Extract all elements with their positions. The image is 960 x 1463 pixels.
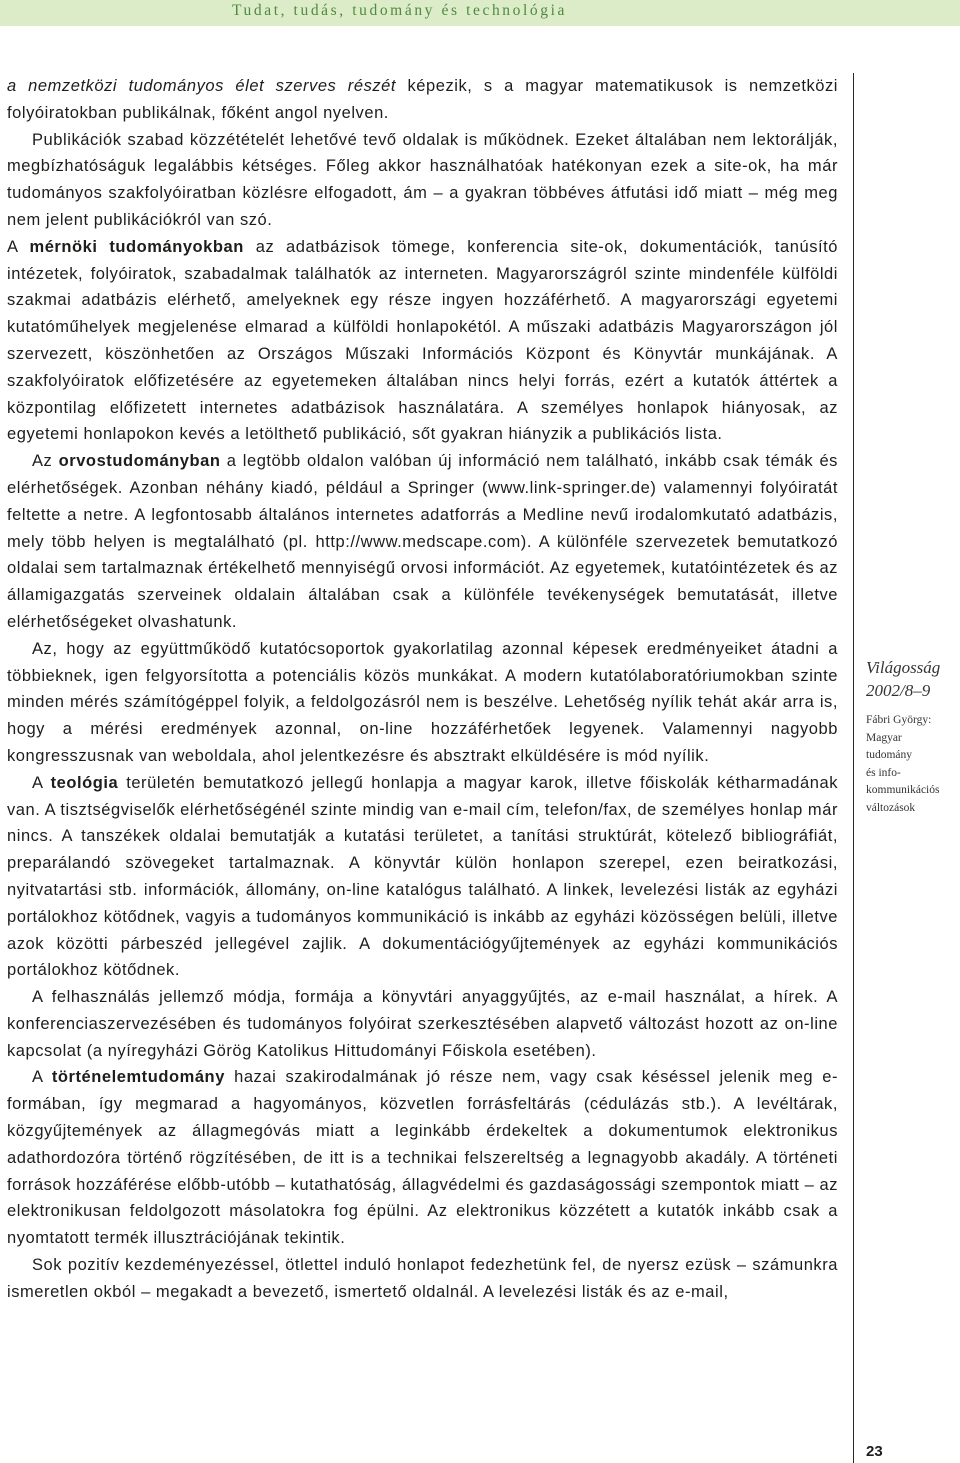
paragraph-6 [7, 770, 838, 984]
sidebar-journal [866, 656, 960, 702]
article-title-line: tudomány [866, 749, 912, 762]
author-name: Fábri György: [866, 714, 932, 726]
paragraph-7: A felhasználás jellemző módja, formája a könyvtári anyaggyűjtés, az e-mail használat, a hírek. A konferenciaszervezésében és tudományos folyóirat szerkesztésében alapvető változást hozott az on-line kapcsolat (a nyíregyházi Görög Katolikus Hittudományi Főiskola esetében). [7, 988, 838, 1060]
paragraph-3 [7, 234, 838, 448]
paragraph-4-text: a legtöbb oldalon valóban új információ nem található, inkább csak témák és elérhetőségek. Azonban néhány kiadó, például a Springer (www.link-springer.de) valamennyi folyóiratát feltette a netre. A legfontosabb általános internetes adatforrás a Medline nevű irodalomkutató adatbázis, mely több helyen is megtalálható (pl. http://www.medscape.com). A különféle szervezetek bemutatkozó oldalai sem tartalmaznak értékelhető mennyiségű orvosi információt. Az egyetemek, kutatóintézetek és az államigazgatás szerveinek oldalain általában csak a különféle tevékenységek bemutatását, illetve elérhetőségeket olvashatunk. [7, 452, 838, 631]
paragraph-3-pre: A [7, 237, 30, 256]
article-title-line: kommunikációs [866, 784, 940, 797]
paragraph-6-text: területén bemutatkozó jellegű honlapja a magyar karok, illetve főiskolák kétharmadának van. A tisztségviselők elérhetőségénél szinte mindig van e-mail cím, telefon/fax, de személyes honlap már nincs. A tanszékek oldalai bemutatják a kutatási területet, a tanítási struktúrát, kötelező bibliográfiát, preparálandó szövegeket tartalmaznak. A könyvtár külön honlapon szerepel, ezen beiratkozási, nyitvatartási stb. információk, állomány, on-line katalógus található. A linkek, levelezési listák az egyházi portálokhoz kötődnek, vagyis a tudományos kommunikáció is inkább az egyházi közösségen belüli, illetve azok közötti párbeszéd jellegével zajlik. A dokumentációgyűjtemények az egyházi kommunikációs portálokhoz kötődnek. [7, 773, 839, 980]
paragraph-5: Az, hogy az együttműködő kutatócsoportok gyakorlatilag azonnal képesek eredményeiket átadni a többieknek, igen felgyorsította a potenciális közös munkákat. A modern kutatólaboratóriumokban szinte minden mérés számítógéppel folyik, a feldolgozásról nem is beszélve. Lehetőség nyílik tehát akár arra is, hogy a mérési eredmények azonnal, on-line hozzáférhetőek legyenek. Valamennyi nagyobb kongresszusnak van weboldala, ahol jelentkezésre és absztrakt elküldésére is mód nyílik. [7, 639, 838, 765]
paragraph-4 [7, 448, 838, 636]
article-title-line: és info- [866, 766, 901, 779]
article-title-line: változások [866, 801, 916, 814]
term-engineering: mérnöki tudományokban [29, 237, 244, 256]
paragraph-4-pre: Az [32, 452, 59, 471]
paragraph-2: Publikációk szabad közzétételét lehetővé tevő oldalak is működnek. Ezeket általában nem lektorálják, megbízhatóságuk legalábbis kétséges. Főleg akkor használhatóak hatékonyan ezek a site-ok, ha már tudományos szakfolyóiratban közlésre elfogadott, ám – a gyakran többéves átfutási idő miatt – még meg nem jelent publikációkról van szó. [7, 130, 838, 229]
sidebar-author [866, 712, 960, 818]
column-divider [853, 73, 854, 1463]
term-medicine: orvostudományban [58, 452, 221, 471]
term-theology: teológia [50, 773, 119, 792]
journal-issue: 2002/8–9 [866, 681, 931, 700]
running-header [0, 0, 960, 26]
page-number: 23 [866, 1443, 883, 1460]
paragraph-8-pre: A [32, 1068, 52, 1087]
paragraph-1-text: képezik, s a magyar matematikusok is nemzetközi folyóiratokban publikálnak, főként angol nyelven. [7, 77, 838, 122]
article-body [7, 73, 838, 1306]
paragraph-1-italic: a nemzetközi tudományos élet szerves részét [7, 77, 397, 95]
paragraph-8 [7, 1064, 838, 1252]
paragraph-1 [7, 73, 838, 127]
term-history: történelemtudomány [51, 1068, 225, 1087]
journal-name: Világosság [866, 658, 941, 677]
paragraph-6-pre: A [32, 773, 51, 792]
article-title-line: Magyar [866, 731, 902, 744]
paragraph-8-text: hazai szakirodalmának jó része nem, vagy csak késéssel jelenik meg e-formában, így megmarad a hagyományos, közvetlen forrásfeltárás (cédulázás stb.). A levéltárak, közgyűjtemények az állagmegóvás miatt a leginkább érdekeltek a dokumentumok elektronikus adathordozóra történő rögzítésében, de itt is a technikai felszereltség a legnagyobb akadály. A történeti források hozzáférése előbb-utóbb – kutathatóság, állagvédelmi és gazdaságossági szempontok miatt – az elektronikusan feldolgozott másolatokra fog épülni. Az elektronikus közzétett a kutatók inkább csak a nyomtatott termék illusztrációjának tekintik. [7, 1068, 838, 1248]
running-header-title: Tudat, tudás, tudomány és technológia [232, 2, 567, 19]
paragraph-9: Sok pozitív kezdeményezéssel, ötlettel induló honlapot fedezhetünk fel, de nyersz ezüsk – számunkra ismeretlen okból – megakadt a bevezető, ismertető oldalnál. A levelezési listák és az e-mail, [7, 1256, 838, 1301]
paragraph-3-text: az adatbázisok tömege, konferencia site-ok, dokumentációk, tanúsító intézetek, folyóiratok, szabadalmak találhatók az interneten. Magyarországról szinte mindenféle külföldi szakmai adatbázis elérhető, amelyeknek egy része ingyen hozzáférhető. A magyarországi egyetemi kutatóműhelyek megjelenése elmarad a külföldi honlapokétól. A műszaki adatbázis Magyarországon jól szervezett, köszönhetően az Országos Műszaki Információs Központ és Könyvtár munkájának. A szakfolyóiratok előfizetésére az egyetemeken általában nincs helyi forrás, ezért a kutatók áttértek a központilag előfizetett internetes adatbázisok használatára. A személyes honlapok hiányosak, az egyetemi honlapokon kevés a letölthető publikáció, sőt gyakran hiányzik a publikációs lista. [7, 237, 839, 444]
